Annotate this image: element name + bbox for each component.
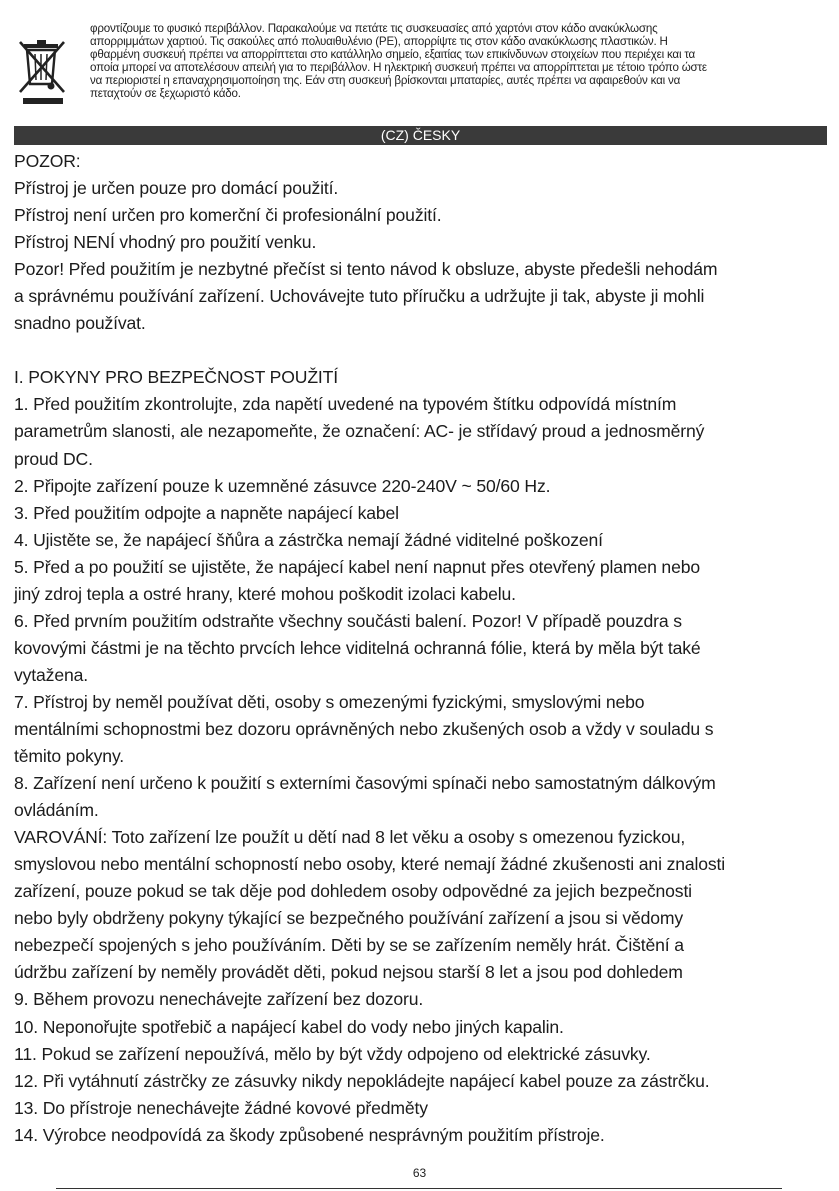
blank-line bbox=[14, 337, 829, 364]
text-line: 13. Do přístroje nenechávejte žádné kovové předměty bbox=[14, 1097, 428, 1118]
text-line: zařízení, pouze pokud se tak děje pod dohledem osoby odpovědné za jejich bezpečnosti bbox=[14, 881, 692, 902]
czech-instructions bbox=[14, 148, 829, 1149]
text-line: 9. Během provozu nenechávejte zařízení bez dozoru. bbox=[14, 989, 424, 1010]
text-line: snadno používat. bbox=[14, 313, 146, 334]
text-line: Přístroj NENÍ vhodný pro použití venku. bbox=[14, 232, 317, 253]
crossed-out-wheelie-bin-icon bbox=[14, 34, 72, 108]
section-heading: I. POKYNY PRO BEZPEČNOST POUŽITÍ bbox=[14, 367, 339, 388]
text-line: Přístroj je určen pouze pro domácí použití. bbox=[14, 178, 339, 199]
text-line: 8. Zařízení není určeno k použití s externími časovými spínači nebo samostatným dálkovým bbox=[14, 773, 716, 794]
greek-line: πεταχτούν σε ξεχωριστό κάδο. bbox=[90, 87, 241, 101]
text-line: Pozor! Před použitím je nezbytné přečíst si tento návod k obsluze, abyste předešli nehodám bbox=[14, 259, 718, 280]
text-line: ovládáním. bbox=[14, 800, 99, 821]
text-line: mentálními schopnostmi bez dozoru oprávněných nebo zkušených osob a vždy v souladu s bbox=[14, 718, 714, 739]
greek-line: να περιοριστεί η επαναχρησιμοποίηση της. Εάν στη συσκευή βρίσκονται μπαταρίες, αυτές πρέπει να αφαιρεθούν και να bbox=[90, 74, 681, 88]
text-line: 2. Připojte zařízení pouze k uzemněné zásuvce 220-240V ~ 50/60 Hz. bbox=[14, 475, 551, 496]
text-line: 11. Pokud se zařízení nepoužívá, mělo by být vždy odpojeno od elektrické zásuvky. bbox=[14, 1043, 651, 1064]
greek-line: απορριμμάτων χαρτιού. Τις σακούλες από πολυαιθυλένιο (PE), απορρίψτε τις στον κάδο ανακύκλωσης πλαστικών. Η bbox=[90, 35, 668, 49]
language-section-header: (CZ) ČESKY bbox=[14, 126, 827, 145]
text-line: vytažena. bbox=[14, 664, 88, 685]
text-line: kovovými částmi je na těchto prvcích lehce viditelná ochranná fólie, která by měla být také bbox=[14, 637, 701, 658]
text-line: a správnému používání zařízení. Uchovávejte tuto příručku a udržujte ji tak, abyste ji mohli bbox=[14, 286, 705, 307]
text-line: smyslovou nebo mentální schopností nebo osoby, které nemají žádné zkušenosti ani znalosti bbox=[14, 854, 726, 875]
text-line: údržbu zařízení by neměly provádět děti, pokud nejsou starší 8 let a jsou pod dohledem bbox=[14, 962, 683, 983]
text-line: nebezpečí spojených s jeho používáním. Děti by se se zařízením neměly hrát. Čištění a bbox=[14, 935, 684, 956]
greek-line: φροντίζουμε το φυσικό περιβάλλον. Παρακαλούμε να πετάτε τις συσκευασίες από χαρτόνι στον κάδο ανακύκλωσης bbox=[90, 22, 658, 35]
text-line: 4. Ujistěte se, že napájecí šňůra a zástrčka nemají žádné viditelné poškození bbox=[14, 529, 603, 550]
text-line: jiný zdroj tepla a ostré hrany, které mohou poškodit izolaci kabelu. bbox=[14, 583, 516, 604]
greek-line: φθαρμένη συσκευή πρέπει να απορρίπτεται στο κατάλληλο σημείο, εξαιτίας των επικίνδυνων στοιχείων που περιέχει και τα bbox=[90, 48, 696, 62]
text-line: 1. Před použitím zkontrolujte, zda napětí uvedené na typovém štítku odpovídá místním bbox=[14, 394, 677, 415]
greek-disposal-notice bbox=[90, 22, 828, 101]
text-line: Přístroj není určen pro komerční či profesionální použití. bbox=[14, 205, 442, 226]
text-line: proud DC. bbox=[14, 448, 93, 469]
text-line: 12. Při vytáhnutí zástrčky ze zásuvky nikdy nepokládejte napájecí kabel pouze za zástrčku. bbox=[14, 1070, 710, 1091]
warning-heading: POZOR: bbox=[14, 151, 81, 171]
text-line: nebo byly obdrženy pokyny týkající se bezpečného používání zařízení a jsou si vědomy bbox=[14, 908, 684, 929]
text-line: 7. Přístroj by neměl používat děti, osoby s omezenými fyzickými, smyslovými nebo bbox=[14, 691, 645, 712]
text-line: VAROVÁNÍ: Toto zařízení lze použít u dětí nad 8 let věku a osoby s omezenou fyzickou, bbox=[14, 827, 686, 848]
footer-divider bbox=[56, 1188, 782, 1189]
text-line: těmito pokyny. bbox=[14, 746, 125, 767]
text-line: 5. Před a po použití se ujistěte, že napájecí kabel není napnut přes otevřený plamen nebo bbox=[14, 556, 700, 577]
greek-line: οποία μπορεί να αποτελέσουν απειλή για το περιβάλλον. Η ηλεκτρική συσκευή πρέπει να απορρίπτεται με τέτοιο τρόπο ώστε bbox=[90, 61, 707, 75]
text-line: 3. Před použitím odpojte a napněte napájecí kabel bbox=[14, 502, 399, 523]
text-line: 14. Výrobce neodpovídá za škody způsobené nesprávným použitím přístroje. bbox=[14, 1124, 605, 1145]
text-line: 6. Před prvním použitím odstraňte všechny součásti balení. Pozor! V případě pouzdra s bbox=[14, 610, 682, 631]
page-number: 63 bbox=[412, 1166, 427, 1180]
text-line: 10. Neponořujte spotřebič a napájecí kabel do vody nebo jiných kapalin. bbox=[14, 1016, 564, 1037]
text-line: parametrům slanosti, ale nezapomeňte, že označení: AC- je střídavý proud a jednosměrný bbox=[14, 421, 705, 442]
